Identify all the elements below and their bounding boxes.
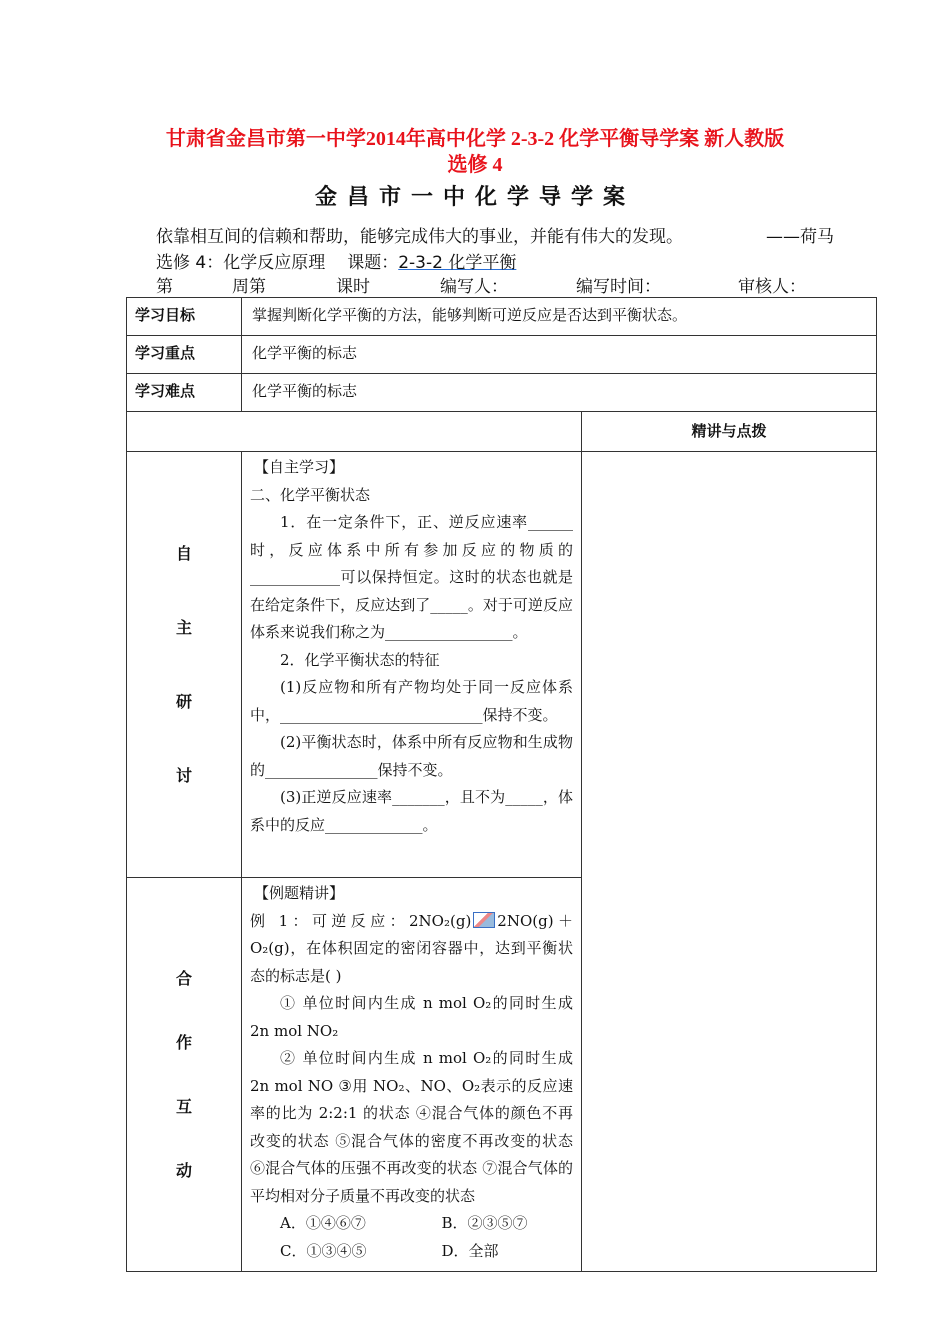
notes-header: 精讲与点拨 (582, 412, 877, 452)
side-char: 研 (175, 691, 192, 711)
motto-text: 依靠相互间的信赖和帮助，能够完成伟大的事业，并能有伟大的发现。 (156, 227, 683, 247)
difficulty-text: 化学平衡的标志 (242, 374, 877, 412)
option-b: B．②③⑤⑦ (441, 1214, 528, 1232)
answer-options (250, 1210, 573, 1238)
course-line (156, 248, 538, 273)
blank-header-cell (127, 412, 582, 452)
paragraph: 1．在一定条件下，正、逆反应速率______时，反应体系中所有参加反应的物质的____________可以保持恒定。这时的状态也就是在给定条件下，反应达到了_____。对于可逆反应体系来说我们称之为_________________。 (250, 513, 573, 641)
motto-author: ——荷马 (766, 227, 834, 247)
example-part-b: 2NO(g)＋O₂(g)，在体积固定的密闭容器中，达到平衡状态的标志是( ) (250, 911, 573, 985)
side-char: 主 (175, 617, 192, 637)
option-c: C．①③④⑤ (280, 1241, 367, 1260)
choice-item: ② 单位时间内生成 n mol O₂的同时生成 2n mol NO ③用 NO₂、NO、O₂表示的反应速率的比为 2:2:1 的状态 ④混合气体的颜色不再改变的状态 ⑤混合气体的密度不再改变的状态 ⑥混合气体的压强不再改变的状态 ⑦混合气体的平均相对分子质量不再改变的状态 (250, 1049, 573, 1205)
example-part-a: 例 1：可逆反应：2NO₂(g) (250, 911, 472, 930)
document-title-line2: 选修 4 (447, 154, 503, 176)
section-title: 二、化学平衡状态 (250, 485, 371, 504)
side-char: 合 (175, 968, 192, 988)
notes-column (582, 452, 877, 1272)
self-study-content (242, 452, 582, 878)
meta-week: 第 (156, 277, 173, 297)
key-label: 学习重点 (127, 336, 242, 374)
meta-date: 编写时间： (576, 277, 661, 297)
topic-label: 课题： (347, 253, 399, 273)
motto (156, 222, 856, 247)
option-a: A．①④⑥⑦ (280, 1214, 366, 1232)
course: 选修 4：化学反应原理 (156, 253, 326, 273)
table-row (127, 336, 877, 374)
document-title: 甘肃省金昌市第一中学2014年高中化学 2-3-2 化学平衡导学案 新人教版 (165, 128, 785, 150)
table-row (127, 374, 877, 412)
key-text: 化学平衡的标志 (242, 336, 877, 374)
meta-lesson: 课时 (336, 277, 370, 297)
side-char: 作 (175, 1032, 192, 1052)
cooperation-side (127, 878, 242, 1272)
table-row (127, 452, 877, 878)
self-study-heading: 【自主学习】 (254, 458, 345, 476)
difficulty-label: 学习难点 (127, 374, 242, 412)
side-char: 互 (175, 1096, 192, 1116)
goal-label: 学习目标 (127, 298, 242, 336)
meta-line (0, 272, 950, 297)
school-heading: 金昌市一中化学导学案 (314, 185, 635, 210)
equilibrium-arrow-icon (473, 912, 495, 928)
paragraph: 2．化学平衡状态的特征 (280, 650, 440, 669)
side-char: 自 (175, 543, 192, 563)
self-study-side (127, 452, 242, 878)
meta-week-no: 周第 (232, 277, 266, 297)
example-question (250, 908, 573, 991)
option-d: D．全部 (441, 1241, 499, 1260)
table-row (127, 298, 877, 336)
paragraph: (3)正逆反应速率_______，且不为_____，体系中的反应_____________。 (250, 788, 573, 834)
goal-text: 掌握判断化学平衡的方法，能够判断可逆反应是否达到平衡状态。 (242, 298, 877, 336)
answer-options (250, 1238, 573, 1266)
cooperation-heading: 【例题精讲】 (254, 884, 345, 902)
topic: 2-3-2 化学平衡 (398, 253, 517, 273)
cooperation-content (242, 878, 582, 1272)
side-char: 讨 (175, 765, 192, 785)
table-row (127, 412, 877, 452)
paragraph: (2)平衡状态时，体系中所有反应物和生成物的_______________保持不变。 (250, 733, 573, 779)
study-table (126, 297, 877, 1272)
choice-item: ① 单位时间内生成 n mol O₂的同时生成 2n mol NO₂ (250, 994, 573, 1040)
paragraph: (1)反应物和所有产物均处于同一反应体系中，___________________________保持不变。 (250, 678, 573, 724)
meta-reviewer: 审核人： (738, 277, 806, 297)
meta-author: 编写人： (440, 277, 508, 297)
side-char: 动 (175, 1160, 192, 1180)
